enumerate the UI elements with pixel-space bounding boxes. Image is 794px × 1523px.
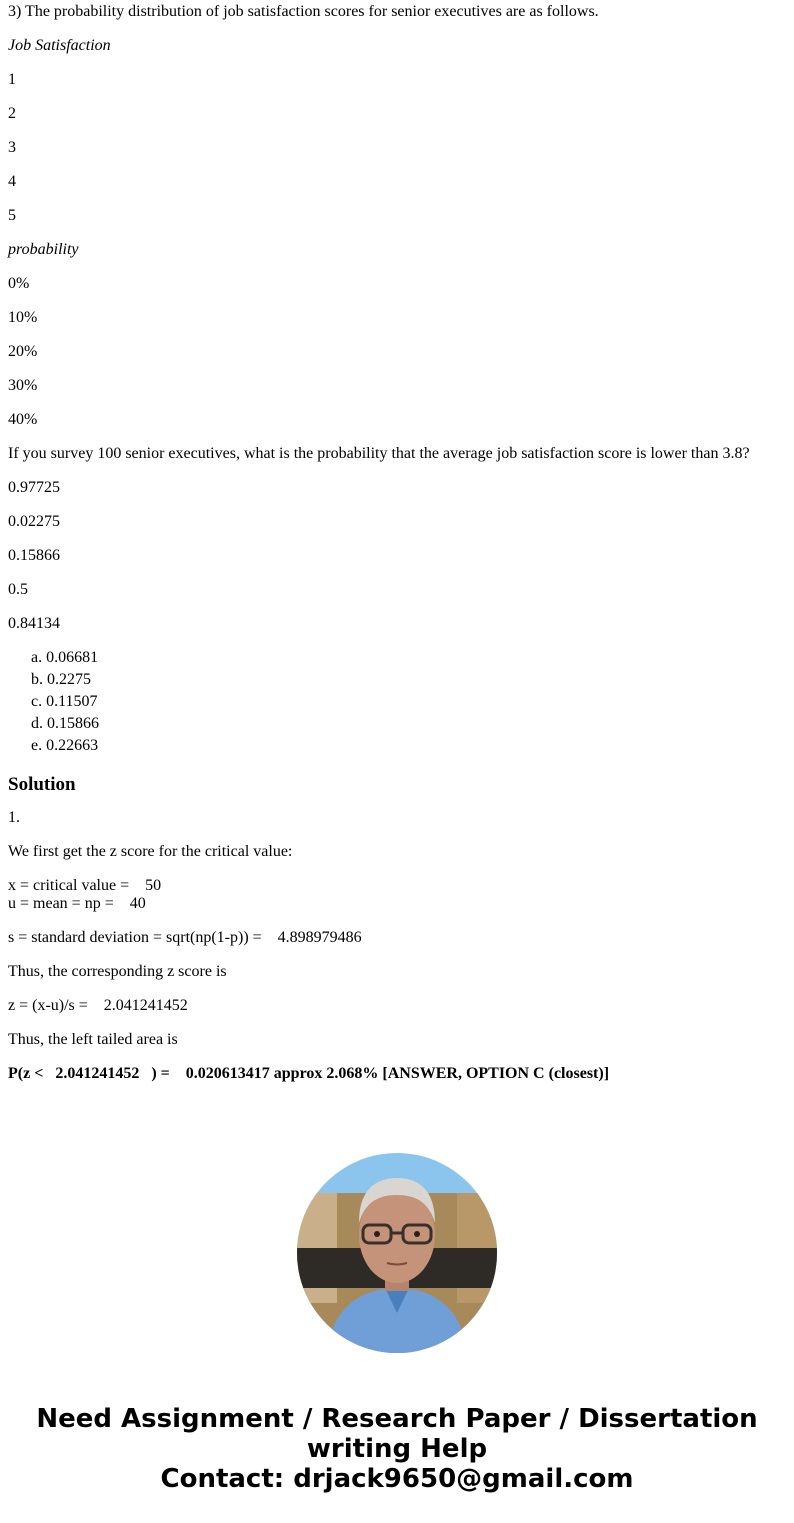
probability-value: 10%	[8, 309, 38, 326]
option-item	[31, 737, 786, 755]
avatar-image	[297, 1153, 497, 1353]
promo-footer	[0, 1404, 794, 1494]
solution-block	[8, 877, 786, 913]
option-value: 0.2275	[47, 671, 91, 688]
footer-line: writing Help	[306, 1434, 488, 1464]
answer-value: 0.02275	[8, 513, 60, 530]
answer-value: 0.97725	[8, 479, 60, 496]
score-value: 4	[8, 173, 16, 190]
solution-number: 1.	[8, 809, 20, 826]
answer-value: 0.15866	[8, 547, 60, 564]
probability-value: 40%	[8, 411, 38, 428]
option-item	[31, 649, 786, 667]
option-letter: a.	[31, 649, 43, 666]
question-intro: 3) The probability distribution of job satisfaction scores for senior executives are as follows.	[8, 3, 599, 20]
score-value: 5	[8, 207, 16, 224]
solution-line: Thus, the corresponding z score is	[8, 963, 227, 980]
score-value: 2	[8, 105, 16, 122]
option-value: 0.06681	[46, 649, 99, 666]
score-label: Job Satisfaction	[8, 37, 111, 54]
solution-heading: Solution	[8, 774, 76, 795]
author-avatar	[297, 1153, 497, 1353]
solution-line: We first get the z score for the critical value:	[8, 843, 293, 860]
score-value: 1	[8, 71, 16, 88]
option-item	[31, 693, 786, 711]
option-value: 0.11507	[46, 693, 98, 710]
answer-value: 0.84134	[8, 615, 60, 632]
s-line: s = standard deviation = sqrt(np(1-p)) = 4.898979486	[8, 929, 362, 946]
u-line: u = mean = np = 40	[8, 895, 146, 912]
contact-email: Contact: drjack9650@gmail.com	[160, 1464, 634, 1494]
final-answer: P(z < 2.041241452 ) = 0.020613417 approx 2.068% [ANSWER, OPTION C (closest)]	[8, 1065, 610, 1082]
option-letter: e.	[31, 737, 43, 754]
option-item	[31, 671, 786, 689]
score-value: 3	[8, 139, 16, 156]
options-list	[8, 649, 786, 755]
option-item	[31, 715, 786, 733]
probability-value: 20%	[8, 343, 38, 360]
solution-line: Thus, the left tailed area is	[8, 1031, 178, 1048]
option-value: 0.15866	[47, 715, 99, 732]
answer-value: 0.5	[8, 581, 28, 598]
z-line: z = (x-u)/s = 2.041241452	[8, 997, 188, 1014]
probability-label: probability	[8, 241, 79, 258]
option-letter: c.	[31, 693, 43, 710]
option-letter: b.	[31, 671, 43, 688]
probability-value: 30%	[8, 377, 38, 394]
option-letter: d.	[31, 715, 43, 732]
footer-line: Need Assignment / Research Paper / Dissertation	[36, 1404, 758, 1434]
option-value: 0.22663	[46, 737, 99, 754]
probability-value: 0%	[8, 275, 30, 292]
question-prompt: If you survey 100 senior executives, what is the probability that the average job satisfaction score is lower than 3.8?	[8, 445, 750, 462]
x-line: x = critical value = 50	[8, 877, 162, 894]
